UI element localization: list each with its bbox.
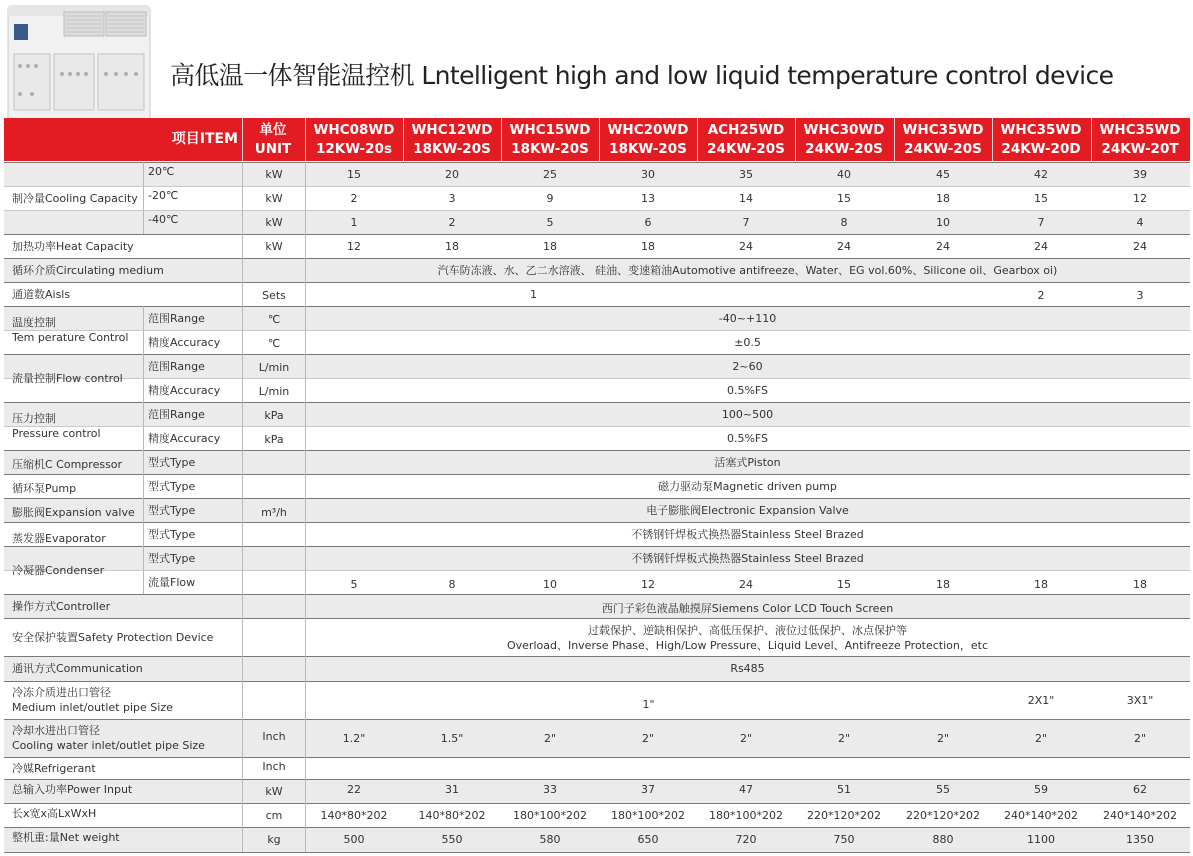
value-cell: 1 (350, 215, 358, 229)
column-divider (143, 162, 144, 234)
temperature-range-value: -40~+110 (718, 311, 777, 325)
controller-value: 西门子彩色液晶触摸屏Siemens Color LCD Touch Screen (601, 601, 894, 615)
cooling-pipe-label (12, 719, 240, 757)
value-cell: 30 (641, 167, 655, 181)
value-cell: 45 (936, 167, 950, 181)
header-model (992, 118, 1090, 161)
header-model-name: WHC12WD (411, 121, 493, 138)
header-model-name: WHC35WD (1099, 121, 1181, 138)
unit-cell: L/min (258, 360, 290, 374)
value-cell: 24 (739, 577, 753, 591)
header-divider (599, 118, 600, 161)
header-divider (697, 118, 698, 161)
communication-label: 通讯方式Communication (12, 662, 143, 675)
value-cell: 35 (739, 167, 753, 181)
header-model-name: WHC35WD (902, 121, 984, 138)
value-cell: 15 (837, 191, 851, 205)
flow-label: 流量Flow (148, 575, 196, 589)
value-cell: 8 (840, 215, 848, 229)
value-cell: 220*120*202 (807, 808, 881, 822)
unit-cell: ℃ (267, 336, 281, 350)
value-cell: 18 (641, 239, 655, 253)
value-cell: 140*80*202 (320, 808, 388, 822)
unit-cell: kW (265, 167, 283, 181)
temperature-control-unit-photo (4, 4, 154, 136)
value-cell: 2" (1034, 731, 1048, 745)
type-label: 型式Type (148, 527, 196, 541)
value-cell: 14 (739, 191, 753, 205)
header-model (697, 118, 795, 161)
header-divider (1091, 118, 1092, 161)
value-cell: 25 (543, 167, 557, 181)
value-cell: 39 (1133, 167, 1147, 181)
cooling-condition: -40℃ (148, 212, 179, 226)
header-divider (242, 118, 243, 161)
compressor-value: 活塞式Piston (714, 455, 781, 469)
value-cell: 13 (641, 191, 655, 205)
cooling-capacity-label: 制冷量Cooling Capacity (12, 191, 138, 205)
unit-cell: L/min (258, 384, 290, 398)
pressure-control-label-line1: 压力控制 (12, 412, 56, 425)
value-cell: 51 (837, 782, 851, 796)
value-cell: 62 (1133, 782, 1147, 796)
value-cell: 6 (644, 215, 652, 229)
value-cell: 140*80*202 (418, 808, 486, 822)
type-label: 型式Type (148, 455, 196, 469)
header-unit: 单位 UNIT (254, 121, 292, 157)
cooling-pipe-label-line2: Cooling water inlet/outlet pipe Size (12, 739, 205, 752)
pump-value: 磁力驱动泵Magnetic driven pump (658, 479, 837, 493)
header-model-name: WHC20WD (607, 121, 689, 138)
refrigerant-label: 冷媒Refrigerant (12, 761, 96, 775)
safety-protection-value-line2: Overload、Inverse Phase、High/Low Pressure、Liquid Level、Antifreeze Protection，etc (506, 639, 989, 652)
value-cell: 18 (936, 191, 950, 205)
temperature-accuracy-value: ±0.5 (734, 335, 761, 349)
dimensions-label: 长x宽x高LxWxH (12, 806, 97, 820)
value-cell: 5 (350, 577, 358, 591)
header-model (305, 118, 403, 161)
unit-cell: kW (265, 239, 283, 253)
value-cell: 42 (1034, 167, 1048, 181)
value-cell: 31 (445, 782, 459, 796)
value-cell: 55 (936, 782, 950, 796)
header-divider (795, 118, 796, 161)
header-model-name: ACH25WD (707, 121, 785, 138)
value-cell: 4 (1136, 215, 1144, 229)
medium-pipe-value: 2X1" (1027, 693, 1055, 707)
header-divider (992, 118, 993, 161)
unit-cell: Inch (262, 759, 286, 773)
cooling-condition: -20℃ (148, 188, 179, 202)
value-cell: 18 (1034, 577, 1048, 591)
medium-pipe-label-line2: Medium inlet/outlet pipe Size (12, 701, 173, 714)
header-model-spec: 24KW-20T (1101, 140, 1179, 157)
value-cell: 22 (347, 782, 361, 796)
controller-label: 操作方式Controller (12, 599, 111, 613)
compressor-label: 压缩机C Compressor (12, 457, 123, 471)
value-cell: 33 (543, 782, 557, 796)
row-divider (4, 852, 1190, 853)
value-cell: 580 (539, 833, 561, 846)
range-label: 范围Range (148, 311, 205, 325)
value-cell: 18 (445, 239, 459, 253)
header-model (599, 118, 697, 161)
pressure-range-value: 100~500 (721, 407, 774, 421)
unit-cell: kW (265, 215, 283, 229)
header-model-spec: 18KW-20S (413, 140, 491, 157)
safety-protection-label: 安全保护装置Safety Protection Device (12, 630, 214, 644)
value-cell: 3 (448, 191, 456, 205)
value-cell: 750 (833, 833, 855, 846)
heat-capacity-label: 加热功率Heat Capacity (12, 239, 134, 253)
value-cell: 12 (641, 577, 655, 591)
unit-cell: m³/h (261, 505, 287, 519)
value-cell: 1100 (1027, 833, 1055, 846)
value-cell: 47 (739, 782, 753, 796)
value-cell: 18 (1133, 577, 1147, 591)
value-cell: 18 (936, 577, 950, 591)
cooling-condition: 20℃ (148, 164, 175, 178)
pressure-accuracy-value: 0.5%FS (726, 431, 769, 445)
value-cell: 5 (546, 215, 554, 229)
aisles-label: 通道数Aisls (12, 287, 71, 301)
value-cell: 7 (742, 215, 750, 229)
value-cell: 240*140*202 (1004, 808, 1078, 822)
value-cell: 15 (347, 167, 361, 181)
medium-pipe-label-line1: 冷冻介质进出口管径 (12, 686, 111, 699)
accuracy-label: 精度Accuracy (148, 383, 221, 397)
value-cell: 10 (936, 215, 950, 229)
condenser-type-value: 不锈钢钎焊板式换热器Stainless Steel Brazed (631, 551, 864, 565)
type-label: 型式Type (148, 479, 196, 493)
value-cell: 550 (441, 833, 463, 846)
unit-cell: kPa (264, 432, 284, 446)
value-cell: 1.5" (440, 731, 464, 745)
header-item: 项目ITEM (171, 131, 238, 147)
circulating-medium-value: 汽车防冻液、水、乙二水溶液、 硅油、变速箱油Automotive antifreeze、Water、EG vol.60%、Silicone oil、Gearbox oi) (437, 263, 1058, 277)
unit-cell: Sets (262, 288, 286, 302)
flow-accuracy-value: 0.5%FS (726, 383, 769, 397)
aisles-value: 1 (530, 287, 537, 301)
accuracy-label: 精度Accuracy (148, 431, 221, 445)
value-cell: 7 (1037, 215, 1045, 229)
evaporator-value: 不锈钢钎焊板式换热器Stainless Steel Brazed (631, 527, 864, 541)
value-cell: 24 (936, 239, 950, 253)
temperature-control-label-line2: Tem perature Control (12, 331, 129, 344)
header-model-spec: 24KW-20S (707, 140, 785, 157)
value-cell: 2 (350, 191, 358, 205)
aisles-value: 2 (1037, 288, 1045, 302)
unit-cell: kPa (264, 408, 284, 422)
value-cell: 24 (1133, 239, 1147, 253)
condenser-label: 冷凝器Condenser (12, 563, 105, 577)
header-divider (305, 118, 306, 161)
value-cell: 24 (739, 239, 753, 253)
value-cell: 24 (1034, 239, 1048, 253)
expansion-valve-value: 电子膨胀阀Electronic Expansion Valve (646, 503, 849, 517)
medium-pipe-value: 3X1" (1126, 693, 1154, 707)
value-cell: 2" (837, 731, 851, 745)
value-cell: 15 (1034, 191, 1048, 205)
pressure-control-label-line2: Pressure control (12, 427, 101, 440)
value-cell: 20 (445, 167, 459, 181)
unit-cell: kW (265, 784, 283, 798)
value-cell: 9 (546, 191, 554, 205)
value-cell: 40 (837, 167, 851, 181)
header-divider (403, 118, 404, 161)
header-model (795, 118, 893, 161)
value-cell: 18 (543, 239, 557, 253)
temperature-control-label-line1: 温度控制 (12, 316, 56, 329)
header-divider (501, 118, 502, 161)
header-model-spec: 24KW-20S (805, 140, 883, 157)
header-model-spec: 24KW-20S (904, 140, 982, 157)
header-model-name: WHC08WD (313, 121, 395, 138)
value-cell: 720 (735, 833, 757, 846)
pump-label: 循环泵Pump (12, 481, 77, 495)
header-model (501, 118, 599, 161)
accuracy-label: 精度Accuracy (148, 335, 221, 349)
header-model (894, 118, 992, 161)
range-label: 范围Range (148, 407, 205, 421)
safety-protection-value (305, 620, 1190, 656)
aisles-value: 3 (1136, 288, 1144, 302)
value-cell: 37 (641, 782, 655, 796)
header-model-name: WHC15WD (509, 121, 591, 138)
unit-cell: Inch (262, 729, 286, 743)
flow-control-label: 流量控制Flow control (12, 371, 123, 385)
unit-cell: cm (265, 808, 283, 822)
page-title: 高低温一体智能温控机 Lntelligent high and low liquid temperature control device (170, 61, 1114, 90)
medium-pipe-label (12, 681, 240, 719)
value-cell: 650 (637, 833, 659, 846)
value-cell: 2" (1133, 731, 1147, 745)
column-divider (143, 546, 144, 594)
value-cell: 500 (343, 833, 365, 846)
value-cell: 880 (932, 833, 954, 846)
header-model-name: WHC35WD (1000, 121, 1082, 138)
value-cell: 1.2" (342, 731, 366, 745)
value-cell: 2" (641, 731, 655, 745)
header-divider (894, 118, 895, 161)
temperature-control-label (12, 306, 143, 354)
type-label: 型式Type (148, 503, 196, 517)
circulating-medium-label: 循环介质Circulating medium (12, 263, 164, 277)
header-model-spec: 18KW-20S (511, 140, 589, 157)
value-cell: 2" (739, 731, 753, 745)
header-model-name: WHC30WD (803, 121, 885, 138)
unit-cell: kW (265, 191, 283, 205)
value-cell: 220*120*202 (906, 808, 980, 822)
value-cell: 180*100*202 (709, 808, 783, 822)
value-cell: 2" (936, 731, 950, 745)
flow-range-value: 2~60 (732, 359, 763, 373)
range-label: 范围Range (148, 359, 205, 373)
value-cell: 24 (837, 239, 851, 253)
evaporator-label: 蒸发器Evaporator (12, 531, 106, 545)
header-model (403, 118, 501, 161)
value-cell: 59 (1034, 782, 1048, 796)
value-cell: 240*140*202 (1103, 808, 1177, 822)
value-cell: 15 (837, 577, 851, 591)
value-cell: 180*100*202 (513, 808, 587, 822)
header-model-spec: 12KW-20s (316, 140, 392, 157)
expansion-valve-label: 膨胀阀Expansion valve (12, 505, 135, 519)
value-cell: 10 (543, 577, 557, 591)
safety-protection-value-line1: 过载保护、逆缺相保护、高低压保护、液位过低保护、冰点保护等 (588, 624, 907, 637)
pressure-control-label (12, 402, 143, 450)
unit-cell: ℃ (267, 312, 281, 326)
medium-pipe-value: 1" (642, 697, 655, 711)
unit-cell: kg (267, 833, 281, 846)
header-model-spec: 24KW-20D (1001, 140, 1081, 157)
value-cell: 2 (448, 215, 456, 229)
value-cell: 8 (448, 577, 456, 591)
value-cell: 1350 (1126, 833, 1154, 846)
header-model-spec: 18KW-20S (609, 140, 687, 157)
column-divider (143, 306, 144, 450)
net-weight-label: 整机重:量Net weight (12, 831, 120, 844)
power-input-label: 总输入功率Power Input (12, 782, 133, 796)
value-cell: 180*100*202 (611, 808, 685, 822)
cooling-pipe-label-line1: 冷却水进出口管径 (12, 724, 100, 737)
type-label: 型式Type (148, 551, 196, 565)
value-cell: 12 (347, 239, 361, 253)
value-cell: 2" (543, 731, 557, 745)
header-model (1091, 118, 1189, 161)
communication-value: Rs485 (730, 662, 765, 675)
value-cell: 12 (1133, 191, 1147, 205)
